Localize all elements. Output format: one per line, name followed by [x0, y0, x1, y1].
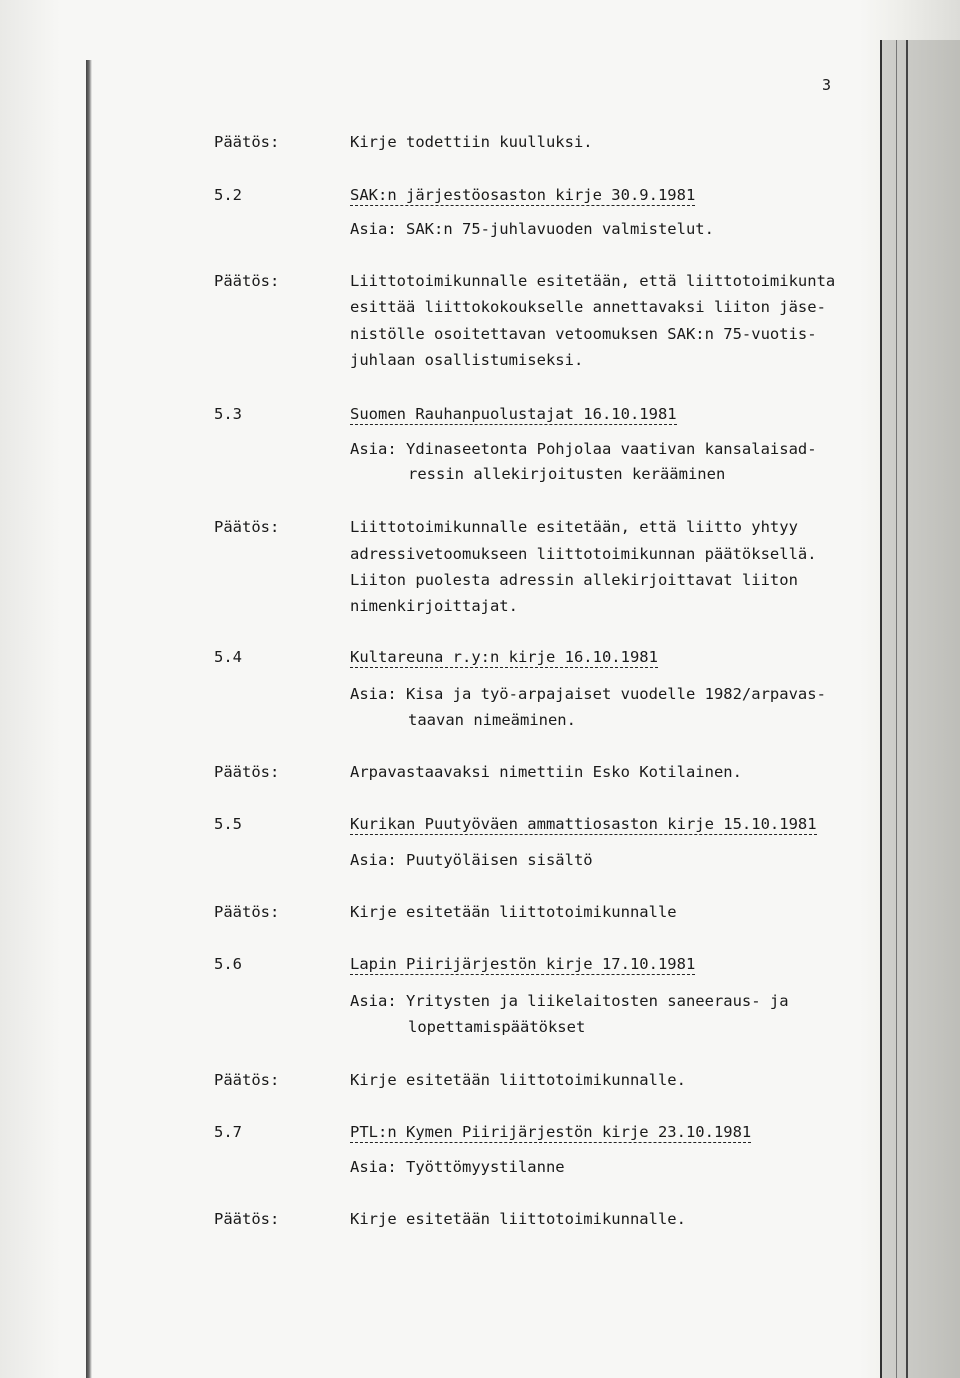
body-line: Arpavastaavaksi nimettiin Esko Kotilainen. [350, 763, 742, 781]
page-number: 3 [822, 76, 832, 94]
item-heading: Kurikan Puutyöväen ammattiosaston kirje 15.10.1981 [350, 815, 817, 833]
section-label: 5.5 [214, 815, 242, 833]
section-label: Päätös: [214, 518, 280, 536]
section-label: Päätös: [214, 272, 280, 290]
body-line: Asia: Yritysten ja liikelaitosten saneeraus- ja [350, 992, 789, 1010]
body-line: Kirje todettiin kuulluksi. [350, 133, 593, 151]
body-line: esittää liittokokoukselle annettavaksi liiton jäse- [350, 298, 826, 316]
body-line: Kirje esitetään liittotoimikunnalle. [350, 1210, 686, 1228]
body-line: adressivetoomukseen liittotoimikunnan päätöksellä. [350, 545, 817, 563]
item-heading: PTL:n Kymen Piirijärjestön kirje 23.10.1981 [350, 1123, 752, 1141]
section-label: Päätös: [214, 133, 280, 151]
body-line: Liittotoimikunnalle esitetään, että liitto yhtyy [350, 518, 798, 536]
binder-edge [880, 40, 960, 1378]
section-label: 5.4 [214, 648, 242, 666]
section-label: Päätös: [214, 903, 280, 921]
item-heading: Lapin Piirijärjestön kirje 17.10.1981 [350, 955, 696, 973]
body-line: Asia: Työttömyystilanne [350, 1158, 565, 1176]
body-line: lopettamispäätökset [408, 1018, 586, 1036]
section-label: Päätös: [214, 1210, 280, 1228]
body-line: nistölle osoitettavan vetoomuksen SAK:n 75-vuotis- [350, 325, 817, 343]
section-label: 5.2 [214, 186, 242, 204]
body-line: Liiton puolesta adressin allekirjoittavat liiton [350, 571, 798, 589]
body-line: Asia: Ydinaseetonta Pohjolaa vaativan kansalaisad- [350, 440, 817, 458]
section-label: 5.7 [214, 1123, 242, 1141]
body-line: ressin allekirjoitusten kerääminen [408, 465, 726, 483]
body-line: nimenkirjoittajat. [350, 597, 518, 615]
section-label: Päätös: [214, 763, 280, 781]
body-line: Asia: Kisa ja työ-arpajaiset vuodelle 1982/arpavas- [350, 685, 826, 703]
body-line: Liittotoimikunnalle esitetään, että liittotoimikunta [350, 272, 836, 290]
section-label: Päätös: [214, 1071, 280, 1089]
section-label: 5.6 [214, 955, 242, 973]
item-heading: Suomen Rauhanpuolustajat 16.10.1981 [350, 405, 677, 423]
body-line: Kirje esitetään liittotoimikunnalle [350, 903, 677, 921]
item-heading: SAK:n järjestöosaston kirje 30.9.1981 [350, 186, 696, 204]
body-line: taavan nimeäminen. [408, 711, 576, 729]
body-line: juhlaan osallistumiseksi. [350, 351, 584, 369]
body-line: Kirje esitetään liittotoimikunnalle. [350, 1071, 686, 1089]
item-heading: Kultareuna r.y:n kirje 16.10.1981 [350, 648, 658, 666]
page-fold-shadow [86, 60, 92, 1378]
section-label: 5.3 [214, 405, 242, 423]
body-line: Asia: SAK:n 75-juhlavuoden valmistelut. [350, 220, 714, 238]
body-line: Asia: Puutyöläisen sisältö [350, 851, 593, 869]
